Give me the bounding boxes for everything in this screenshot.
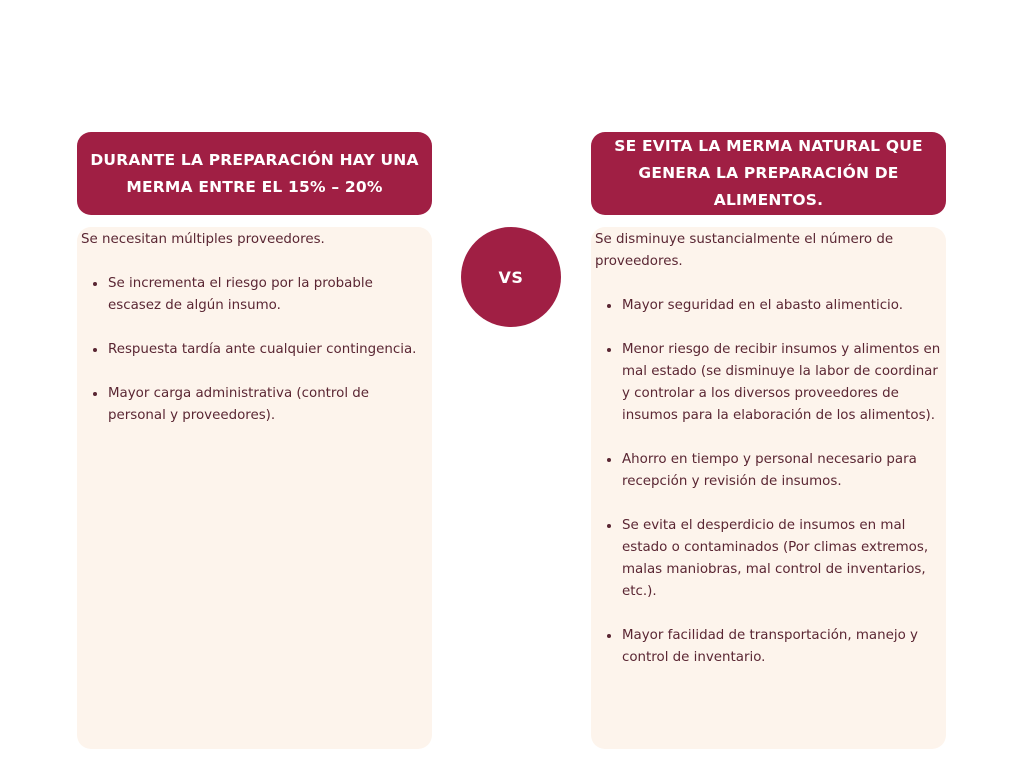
list-item: Se evita el desperdicio de insumos en mal estado o contaminados (Por climas extremos, malas maniobras, mal control de inventarios, etc.). [622, 515, 942, 603]
right-column-title: SE EVITA LA MERMA NATURAL QUE GENERA LA PREPARACIÓN DE ALIMENTOS. [614, 137, 923, 209]
vs-badge [461, 227, 561, 327]
right-column-body [591, 227, 946, 749]
left-column-title: DURANTE LA PREPARACIÓN HAY UNA MERMA ENTRE EL 15% – 20% [90, 150, 419, 196]
list-item: Mayor facilidad de transportación, manejo y control de inventario. [622, 625, 942, 669]
left-points-list [81, 273, 428, 427]
list-item: Ahorro en tiempo y personal necesario para recepción y revisión de insumos. [622, 449, 942, 493]
vs-label: VS [498, 267, 524, 287]
list-item: Respuesta tardía ante cualquier contingencia. [108, 339, 428, 361]
left-intro-text: Se necesitan múltiples proveedores. [81, 232, 325, 247]
left-column-body [77, 227, 432, 749]
list-item: Se incrementa el riesgo por la probable escasez de algún insumo. [108, 273, 428, 317]
right-intro-text: Se disminuye sustancialmente el número de proveedores. [595, 232, 894, 269]
left-column-header [77, 132, 432, 215]
list-item: Mayor carga administrativa (control de personal y proveedores). [108, 383, 428, 427]
right-points-list [595, 295, 942, 669]
list-item: Mayor seguridad en el abasto alimenticio. [622, 295, 942, 317]
right-column-header [591, 132, 946, 215]
list-item: Menor riesgo de recibir insumos y alimentos en mal estado (se disminuye la labor de coordinar y controlar a los diversos proveedores de insumos para la elaboración de los alimentos). [622, 339, 942, 427]
